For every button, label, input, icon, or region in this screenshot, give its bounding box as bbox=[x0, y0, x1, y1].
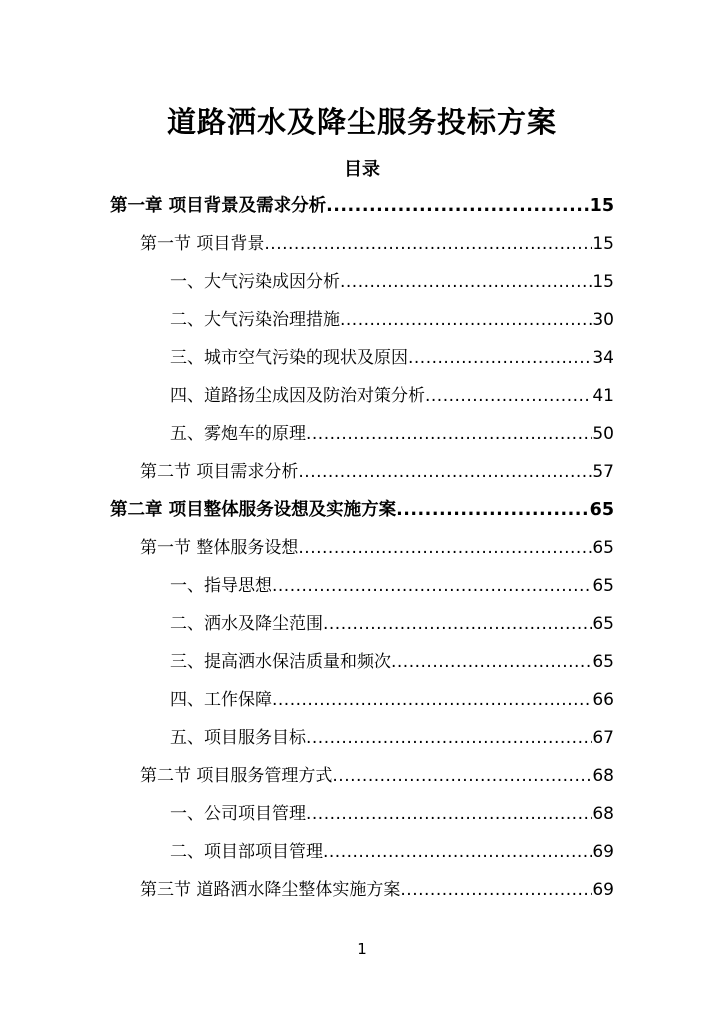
toc-entry-section[interactable] bbox=[140, 226, 614, 262]
toc-entry-subsection[interactable] bbox=[170, 378, 614, 414]
toc-entry-page: 34 bbox=[592, 348, 614, 368]
toc-leader-dots bbox=[272, 682, 592, 718]
toc-leader-dots bbox=[323, 834, 592, 870]
toc-entry-title: 四、道路扬尘成因及防治对策分析 bbox=[170, 386, 425, 406]
toc-entry-title: 第二节 项目服务管理方式 bbox=[140, 766, 333, 786]
toc-entry-page: 68 bbox=[592, 804, 614, 824]
toc-leader-dots bbox=[264, 226, 592, 262]
toc-leader-dots bbox=[298, 530, 592, 566]
toc-entry-subsection[interactable] bbox=[170, 416, 614, 452]
toc-entry-chapter[interactable] bbox=[110, 188, 614, 224]
toc-leader-dots bbox=[306, 416, 592, 452]
toc-entry-subsection[interactable] bbox=[170, 340, 614, 376]
toc-entry-page: 30 bbox=[592, 310, 614, 330]
toc-entry-page: 65 bbox=[592, 652, 614, 672]
toc-entry-subsection[interactable] bbox=[170, 568, 614, 604]
toc-entry-section[interactable] bbox=[140, 872, 614, 908]
toc-entry-title: 三、城市空气污染的现状及原因 bbox=[170, 348, 408, 368]
toc-entry-page: 69 bbox=[592, 842, 614, 862]
toc-entry-title: 二、洒水及降尘范围 bbox=[170, 614, 323, 634]
toc-entry-page: 68 bbox=[592, 766, 614, 786]
toc-entry-subsection[interactable] bbox=[170, 682, 614, 718]
toc-entry-title: 一、公司项目管理 bbox=[170, 804, 306, 824]
toc-leader-dots bbox=[306, 796, 592, 832]
toc-entry-title: 第二章 项目整体服务设想及实施方案 bbox=[110, 500, 397, 520]
toc-entry-subsection[interactable] bbox=[170, 720, 614, 756]
toc-entry-subsection[interactable] bbox=[170, 834, 614, 870]
toc-entry-page: 15 bbox=[589, 196, 614, 216]
toc-leader-dots bbox=[306, 720, 592, 756]
toc-leader-dots bbox=[332, 758, 592, 794]
toc-entry-page: 50 bbox=[592, 424, 614, 444]
toc-leader-dots bbox=[340, 264, 592, 300]
toc-heading: 目录 bbox=[344, 159, 380, 180]
toc-entry-title: 五、项目服务目标 bbox=[170, 728, 306, 748]
toc-entry-page: 66 bbox=[592, 690, 614, 710]
toc-entry-title: 二、项目部项目管理 bbox=[170, 842, 323, 862]
toc-entry-page: 57 bbox=[592, 462, 614, 482]
toc-entry-page: 15 bbox=[592, 234, 614, 254]
toc-entry-page: 15 bbox=[592, 272, 614, 292]
toc-entry-title: 一、指导思想 bbox=[170, 576, 272, 596]
toc-leader-dots bbox=[400, 872, 592, 908]
toc-entry-page: 65 bbox=[592, 576, 614, 596]
toc-entry-title: 三、提高洒水保洁质量和频次 bbox=[170, 652, 391, 672]
toc-entry-title: 第一章 项目背景及需求分析 bbox=[110, 196, 327, 216]
toc-leader-dots bbox=[391, 644, 592, 680]
toc-entry-title: 四、工作保障 bbox=[170, 690, 272, 710]
toc-entry-title: 一、大气污染成因分析 bbox=[170, 272, 340, 292]
toc-leader-dots bbox=[272, 568, 592, 604]
toc-entry-page: 65 bbox=[589, 500, 614, 520]
toc-entry-page: 65 bbox=[592, 538, 614, 558]
toc-entry-title: 第一节 整体服务设想 bbox=[140, 538, 299, 558]
toc-entry-subsection[interactable] bbox=[170, 644, 614, 680]
page-number: 1 bbox=[357, 940, 367, 958]
toc-entry-title: 五、雾炮车的原理 bbox=[170, 424, 306, 444]
toc-leader-dots bbox=[396, 492, 590, 528]
toc-entry-title: 二、大气污染治理措施 bbox=[170, 310, 340, 330]
toc-leader-dots bbox=[298, 454, 592, 490]
toc-entry-title: 第一节 项目背景 bbox=[140, 234, 265, 254]
toc-leader-dots bbox=[326, 188, 590, 224]
toc-entry-subsection[interactable] bbox=[170, 302, 614, 338]
document-title: 道路洒水及降尘服务投标方案 bbox=[166, 105, 557, 139]
toc-entry-title: 第二节 项目需求分析 bbox=[140, 462, 299, 482]
toc-entry-page: 65 bbox=[592, 614, 614, 634]
toc-entry-page: 69 bbox=[592, 880, 614, 900]
toc-entry-page: 41 bbox=[592, 386, 614, 406]
toc-leader-dots bbox=[408, 340, 592, 376]
toc-entry-subsection[interactable] bbox=[170, 796, 614, 832]
toc-leader-dots bbox=[323, 606, 592, 642]
toc-leader-dots bbox=[340, 302, 592, 338]
toc-entry-section[interactable] bbox=[140, 454, 614, 490]
toc-entry-section[interactable] bbox=[140, 530, 614, 566]
toc-leader-dots bbox=[425, 378, 592, 414]
toc-entry-section[interactable] bbox=[140, 758, 614, 794]
toc-entry-subsection[interactable] bbox=[170, 264, 614, 300]
toc-entry-page: 67 bbox=[592, 728, 614, 748]
toc-entry-chapter[interactable] bbox=[110, 492, 614, 528]
toc-entry-title: 第三节 道路洒水降尘整体实施方案 bbox=[140, 880, 401, 900]
toc-entry-subsection[interactable] bbox=[170, 606, 614, 642]
